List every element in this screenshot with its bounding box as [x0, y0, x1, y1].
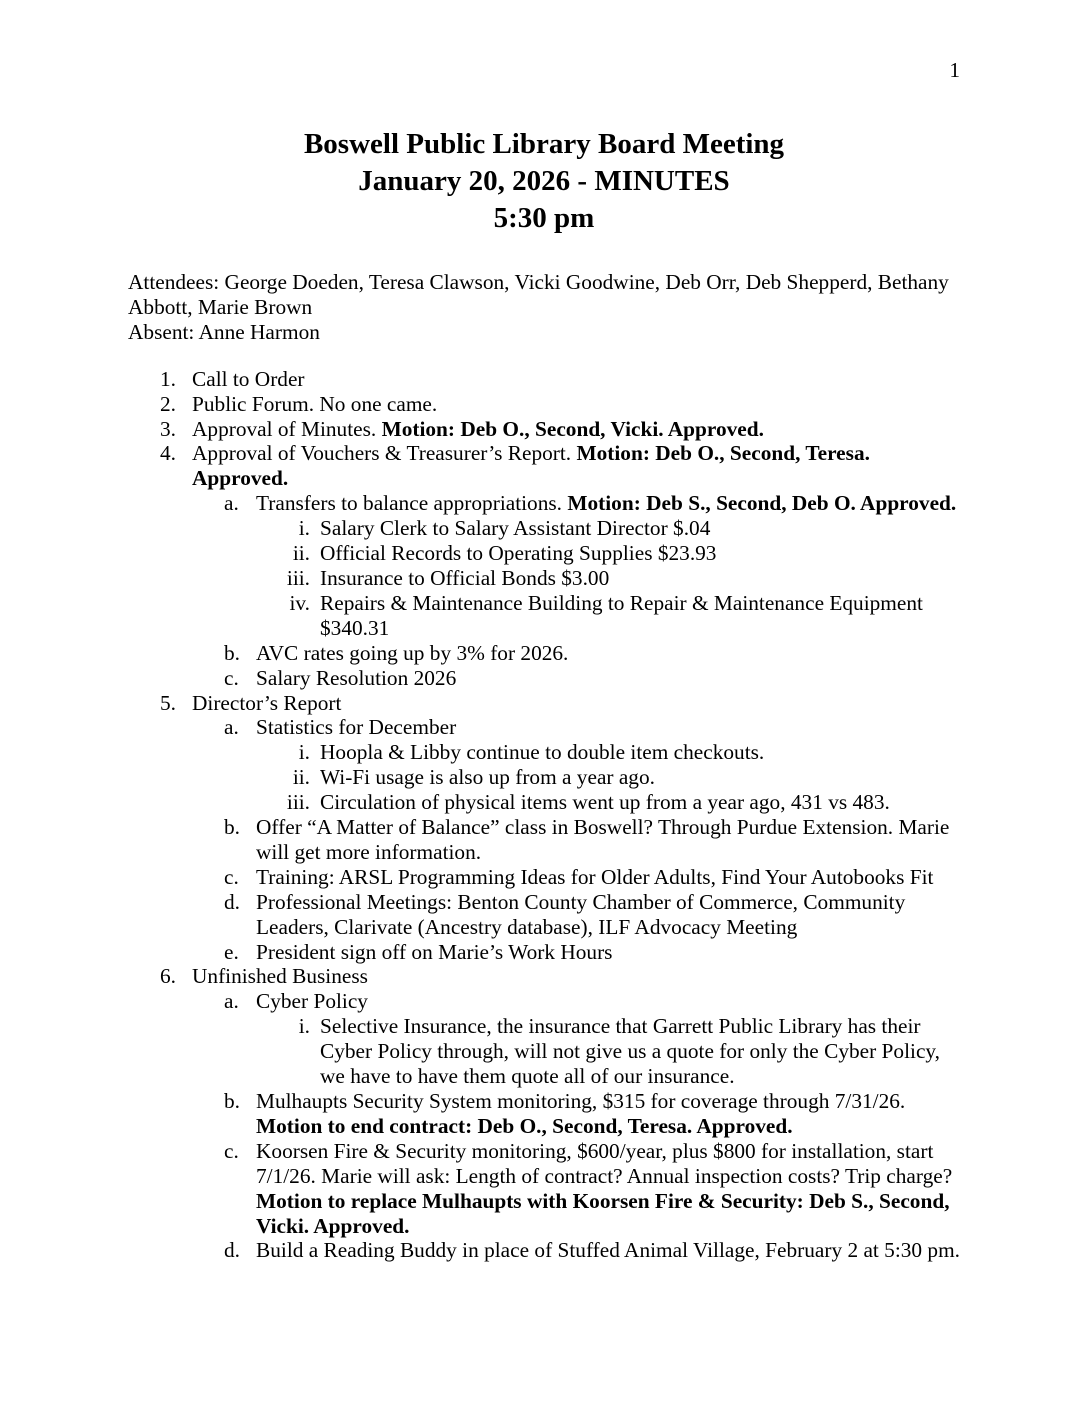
item-motion: Motion to end contract: Deb O., Second, Teresa. Approved.	[256, 1113, 793, 1138]
item-marker: 1.	[160, 366, 176, 391]
agenda-item	[128, 765, 960, 790]
item-marker: b.	[224, 815, 240, 840]
agenda-item	[128, 591, 960, 641]
item-motion: Motion to replace Mulhaupts with Koorsen Fire & Security: Deb S., Second, Vicki. Approved.	[256, 1188, 950, 1238]
item-text: Wi-Fi usage is also up from a year ago.	[320, 765, 655, 790]
item-text: Professional Meetings: Benton County Chamber of Commerce, Community Leaders, Clarivate (Ancestry database), ILF Advocacy Meeting	[256, 889, 906, 939]
item-text: Repairs & Maintenance Building to Repair & Maintenance Equipment $340.31	[320, 590, 923, 640]
agenda-item	[128, 865, 960, 890]
item-marker: ii.	[292, 765, 310, 790]
agenda-item	[128, 740, 960, 765]
agenda-item	[128, 441, 960, 491]
agenda-item	[128, 964, 960, 989]
attendees-block	[128, 270, 960, 345]
item-text: Call to Order	[192, 366, 305, 391]
item-marker: iii.	[286, 565, 310, 590]
agenda-item	[128, 367, 960, 392]
item-marker: iii.	[286, 790, 310, 815]
item-marker: 3.	[160, 416, 176, 441]
item-marker: 2.	[160, 391, 176, 416]
item-text: AVC rates going up by 3% for 2026.	[256, 640, 569, 665]
item-text: Selective Insurance, the insurance that Garrett Public Library has their Cyber Policy through, will not give us a quote for only the Cyber Policy, we have to have them quote all of our insurance.	[320, 1014, 941, 1089]
absent-line: Absent: Anne Harmon	[128, 319, 320, 344]
item-marker: a.	[224, 491, 239, 516]
item-marker: c.	[224, 864, 239, 889]
item-motion: Motion: Deb S., Second, Deb O. Approved.	[567, 491, 957, 516]
meeting-date: January 20, 2026 - MINUTES	[358, 165, 730, 197]
item-marker: i.	[298, 1014, 310, 1039]
item-marker: d.	[224, 1238, 240, 1263]
agenda-item	[128, 1238, 960, 1263]
agenda-item	[128, 1014, 960, 1089]
item-text: Salary Clerk to Salary Assistant Director $.04	[320, 516, 711, 541]
item-marker: 4.	[160, 441, 176, 466]
agenda-item	[128, 541, 960, 566]
item-marker: ii.	[292, 541, 310, 566]
agenda-item	[128, 392, 960, 417]
item-marker: i.	[298, 740, 310, 765]
item-text: Approval of Vouchers & Treasurer’s Report.	[192, 441, 577, 466]
item-text: Circulation of physical items went up from a year ago, 431 vs 483.	[320, 790, 890, 815]
item-text: Transfers to balance appropriations.	[256, 491, 568, 516]
item-text: President sign off on Marie’s Work Hours	[256, 939, 613, 964]
item-text: Unfinished Business	[192, 964, 368, 989]
item-marker: a.	[224, 715, 239, 740]
agenda-item	[128, 516, 960, 541]
agenda-item	[128, 641, 960, 666]
item-marker: e.	[224, 939, 239, 964]
agenda-item	[128, 890, 960, 940]
item-marker: 5.	[160, 690, 176, 715]
title-block	[128, 126, 960, 237]
item-text: Build a Reading Buddy in place of Stuffed Animal Village, February 2 at 5:30 pm.	[256, 1238, 961, 1263]
item-marker: a.	[224, 989, 239, 1014]
agenda-item	[128, 715, 960, 740]
item-text: Offer “A Matter of Balance” class in Boswell? Through Purdue Extension. Marie will get more information.	[256, 815, 950, 864]
item-marker: i.	[298, 516, 310, 541]
item-marker: iv.	[289, 590, 310, 615]
item-motion: Motion: Deb O., Second, Vicki. Approved.	[381, 416, 764, 441]
attendees-line: Attendees: George Doeden, Teresa Clawson, Vicki Goodwine, Deb Orr, Deb Shepperd, Bethany Abbott, Marie Brown	[128, 270, 949, 319]
item-text: Mulhaupts Security System monitoring, $315 for coverage through 7/31/26.	[256, 1089, 906, 1113]
agenda-item	[128, 940, 960, 965]
agenda-item	[128, 815, 960, 865]
item-marker: b.	[224, 1089, 240, 1113]
item-marker: c.	[224, 1138, 239, 1163]
agenda-item	[128, 790, 960, 815]
item-text: Koorsen Fire & Security monitoring, $600/year, plus $800 for installation, start 7/1/26. Marie will ask: Length of contract? Annual inspection costs? Trip charge?	[256, 1138, 953, 1188]
agenda-item	[128, 989, 960, 1014]
item-text: Cyber Policy	[256, 989, 368, 1014]
item-text: Public Forum. No one came.	[192, 391, 438, 416]
item-text: Official Records to Operating Supplies $23.93	[320, 541, 717, 566]
agenda-item	[128, 1089, 960, 1139]
agenda-item	[128, 691, 960, 716]
item-marker: d.	[224, 889, 240, 914]
agenda-item	[128, 491, 960, 516]
agenda-item	[128, 1139, 960, 1239]
item-text: Approval of Minutes.	[192, 416, 382, 441]
meeting-title: Boswell Public Library Board Meeting	[303, 128, 785, 160]
item-text: Director’s Report	[192, 690, 342, 715]
item-text: Statistics for December	[256, 715, 457, 740]
item-marker: 6.	[160, 964, 176, 989]
item-text: Training: ARSL Programming Ideas for Older Adults, Find Your Autobooks Fit	[256, 864, 934, 889]
item-marker: b.	[224, 640, 240, 665]
agenda-item	[128, 666, 960, 691]
agenda-item	[128, 417, 960, 442]
meeting-time: 5:30 pm	[493, 202, 595, 234]
page-content	[0, 126, 1088, 1263]
agenda-list	[128, 367, 960, 1264]
agenda-item	[128, 566, 960, 591]
item-text: Insurance to Official Bonds $3.00	[320, 565, 610, 590]
page-number: 1	[949, 58, 960, 82]
item-text: Hoopla & Libby continue to double item checkouts.	[320, 740, 765, 765]
item-marker: c.	[224, 665, 239, 690]
item-motion: Motion: Deb O., Second, Teresa. Approved.	[192, 441, 870, 491]
item-text: Salary Resolution 2026	[256, 665, 457, 690]
